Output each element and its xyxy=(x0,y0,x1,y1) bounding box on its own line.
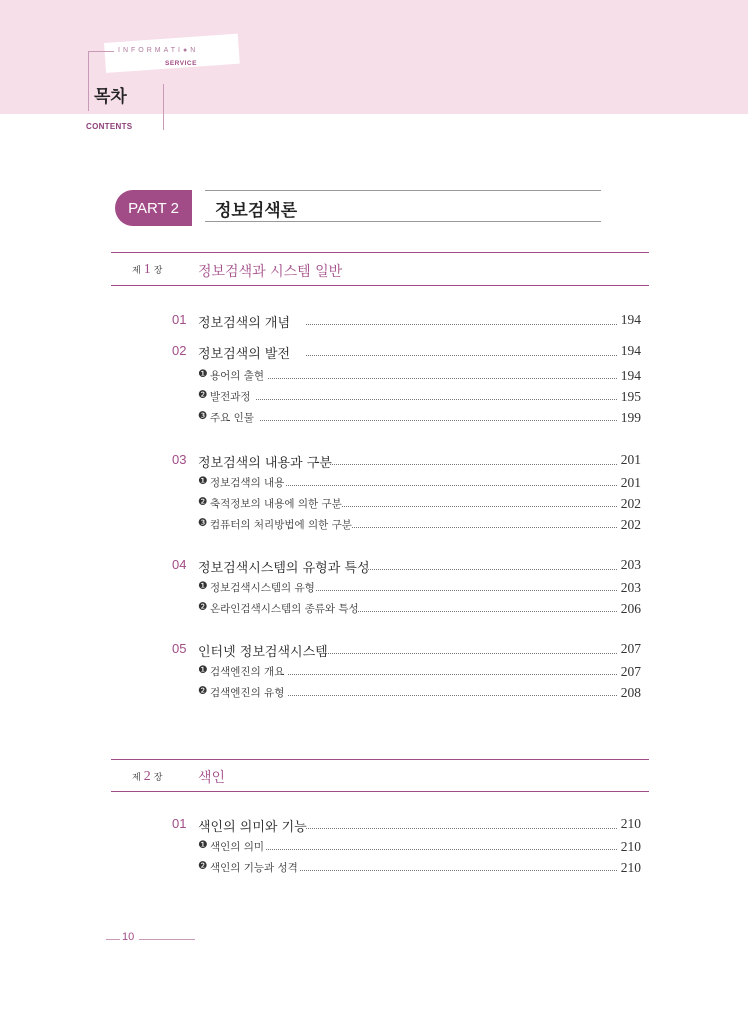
page-number: 194 xyxy=(620,368,641,383)
page-number: 210 xyxy=(620,839,641,854)
page-number: 201 xyxy=(620,452,641,467)
section-number: 03 xyxy=(172,452,187,467)
decor-line xyxy=(88,51,114,52)
toc-subsection[interactable] xyxy=(0,475,748,495)
leader-dots xyxy=(306,828,617,829)
toc-subsection[interactable] xyxy=(0,517,748,537)
page-number: 195 xyxy=(620,389,641,404)
leader-dots xyxy=(352,527,617,528)
section-title: 색인의 의미와 기능 xyxy=(198,820,307,835)
bullet-number: ❷ xyxy=(198,496,208,508)
chapter-rule xyxy=(111,791,649,792)
subsection-title: 검색엔진의 유형 xyxy=(210,687,285,699)
toc-subsection[interactable] xyxy=(0,496,748,516)
bullet-number: ❶ xyxy=(198,368,208,380)
toc-subsection[interactable] xyxy=(0,860,748,880)
footer-page-number: 10 xyxy=(122,931,135,943)
section-number: 01 xyxy=(172,816,187,831)
toc-subsection[interactable] xyxy=(0,368,748,388)
chapter-rule xyxy=(111,759,649,760)
page-number: 203 xyxy=(620,557,641,572)
subsection-title: 컴퓨터의 처리방법에 의한 구분 xyxy=(210,519,352,531)
bullet-number: ❶ xyxy=(198,839,208,851)
toc-subsection[interactable] xyxy=(0,580,748,600)
section-title: 정보검색시스템의 유형과 특성 xyxy=(198,561,370,576)
section-number: 04 xyxy=(172,557,187,572)
page-number: 207 xyxy=(620,664,641,679)
section-number: 05 xyxy=(172,641,187,656)
leader-dots xyxy=(300,870,617,871)
toc-section[interactable] xyxy=(0,343,748,363)
toc-section[interactable] xyxy=(0,452,748,472)
subsection-title: 색인의 의미 xyxy=(210,841,265,853)
page-number: 199 xyxy=(620,410,641,425)
bullet-number: ❸ xyxy=(198,410,208,422)
decor-line xyxy=(88,51,89,111)
footer-rule xyxy=(139,939,195,940)
section-title: 인터넷 정보검색시스템 xyxy=(198,645,328,660)
chapter-rule xyxy=(111,285,649,286)
divider xyxy=(205,221,601,222)
page-number: 210 xyxy=(620,860,641,875)
section-number: 01 xyxy=(172,312,187,327)
leader-dots xyxy=(306,355,617,356)
chapter-rule xyxy=(111,252,649,253)
bullet-number: ❷ xyxy=(198,860,208,872)
leader-dots xyxy=(326,653,617,654)
leader-dots xyxy=(288,674,617,675)
toc-section[interactable] xyxy=(0,312,748,332)
leader-dots xyxy=(366,569,617,570)
logo-text: INFORMATI●N xyxy=(118,47,199,54)
page-title: 목차 xyxy=(94,87,127,107)
page-subtitle: CONTENTS xyxy=(86,122,133,131)
decor-line xyxy=(163,84,164,130)
leader-dots xyxy=(330,464,617,465)
toc-subsection[interactable] xyxy=(0,601,748,621)
bullet-number: ❷ xyxy=(198,685,208,697)
leader-dots xyxy=(288,695,617,696)
page-number: 194 xyxy=(620,343,641,358)
page-number: 206 xyxy=(620,601,641,616)
page-number: 203 xyxy=(620,580,641,595)
subsection-title: 검색엔진의 개요 xyxy=(210,666,285,678)
subsection-title: 발전과정 xyxy=(210,391,251,403)
section-title: 정보검색의 내용과 구분 xyxy=(198,456,332,471)
page-number: 202 xyxy=(620,517,641,532)
bullet-number: ❶ xyxy=(198,664,208,676)
subsection-title: 축적정보의 내용에 의한 구분 xyxy=(210,498,342,510)
chapter-suffix: 장 xyxy=(153,266,163,276)
toc-subsection[interactable] xyxy=(0,664,748,684)
chapter-label xyxy=(132,262,162,278)
toc-section[interactable] xyxy=(0,557,748,577)
leader-dots xyxy=(266,849,617,850)
leader-dots xyxy=(256,399,617,400)
bullet-number: ❶ xyxy=(198,475,208,487)
page-number: 210 xyxy=(620,816,641,831)
section-number: 02 xyxy=(172,343,187,358)
chapter-number: 1 xyxy=(143,262,151,277)
bullet-number: ❷ xyxy=(198,601,208,613)
chapter-title[interactable]: 정보검색과 시스템 일반 xyxy=(198,264,343,280)
leader-dots xyxy=(316,590,617,591)
subsection-title: 온라인검색시스템의 종류와 특성 xyxy=(210,603,359,615)
footer-rule xyxy=(106,939,120,940)
section-title: 정보검색의 발전 xyxy=(198,347,291,362)
subsection-title: 정보검색시스템의 유형 xyxy=(210,582,315,594)
bullet-number: ❷ xyxy=(198,389,208,401)
chapter-number: 2 xyxy=(143,769,151,784)
leader-dots xyxy=(260,420,617,421)
toc-subsection[interactable] xyxy=(0,839,748,859)
chapter-title[interactable]: 색인 xyxy=(198,770,226,786)
subsection-title: 색인의 기능과 성격 xyxy=(210,862,298,874)
chapter-suffix: 장 xyxy=(153,773,163,783)
toc-subsection[interactable] xyxy=(0,389,748,409)
subsection-title: 용어의 출현 xyxy=(210,370,265,382)
toc-section[interactable] xyxy=(0,816,748,836)
page-number: 194 xyxy=(620,312,641,327)
section-title: 정보검색의 개념 xyxy=(198,316,291,331)
chapter-prefix: 제 xyxy=(132,266,141,276)
leader-dots xyxy=(286,485,617,486)
chapter-label xyxy=(132,769,162,785)
part-badge: PART 2 xyxy=(115,190,192,226)
bullet-number: ❶ xyxy=(198,580,208,592)
bullet-number: ❸ xyxy=(198,517,208,529)
page-number: 201 xyxy=(620,475,641,490)
subsection-title: 정보검색의 내용 xyxy=(210,477,285,489)
part-title: 정보검색론 xyxy=(215,201,298,221)
chapter-prefix: 제 xyxy=(132,773,141,783)
subsection-title: 주요 인물 xyxy=(210,412,254,424)
page-number: 202 xyxy=(620,496,641,511)
leader-dots xyxy=(342,506,617,507)
logo-subtext: SERVICE xyxy=(165,60,197,67)
toc-subsection[interactable] xyxy=(0,685,748,705)
page-number: 208 xyxy=(620,685,641,700)
leader-dots xyxy=(268,378,617,379)
divider xyxy=(205,190,601,191)
page-number: 207 xyxy=(620,641,641,656)
toc-section[interactable] xyxy=(0,641,748,661)
leader-dots xyxy=(306,324,617,325)
leader-dots xyxy=(358,611,617,612)
toc-subsection[interactable] xyxy=(0,410,748,430)
